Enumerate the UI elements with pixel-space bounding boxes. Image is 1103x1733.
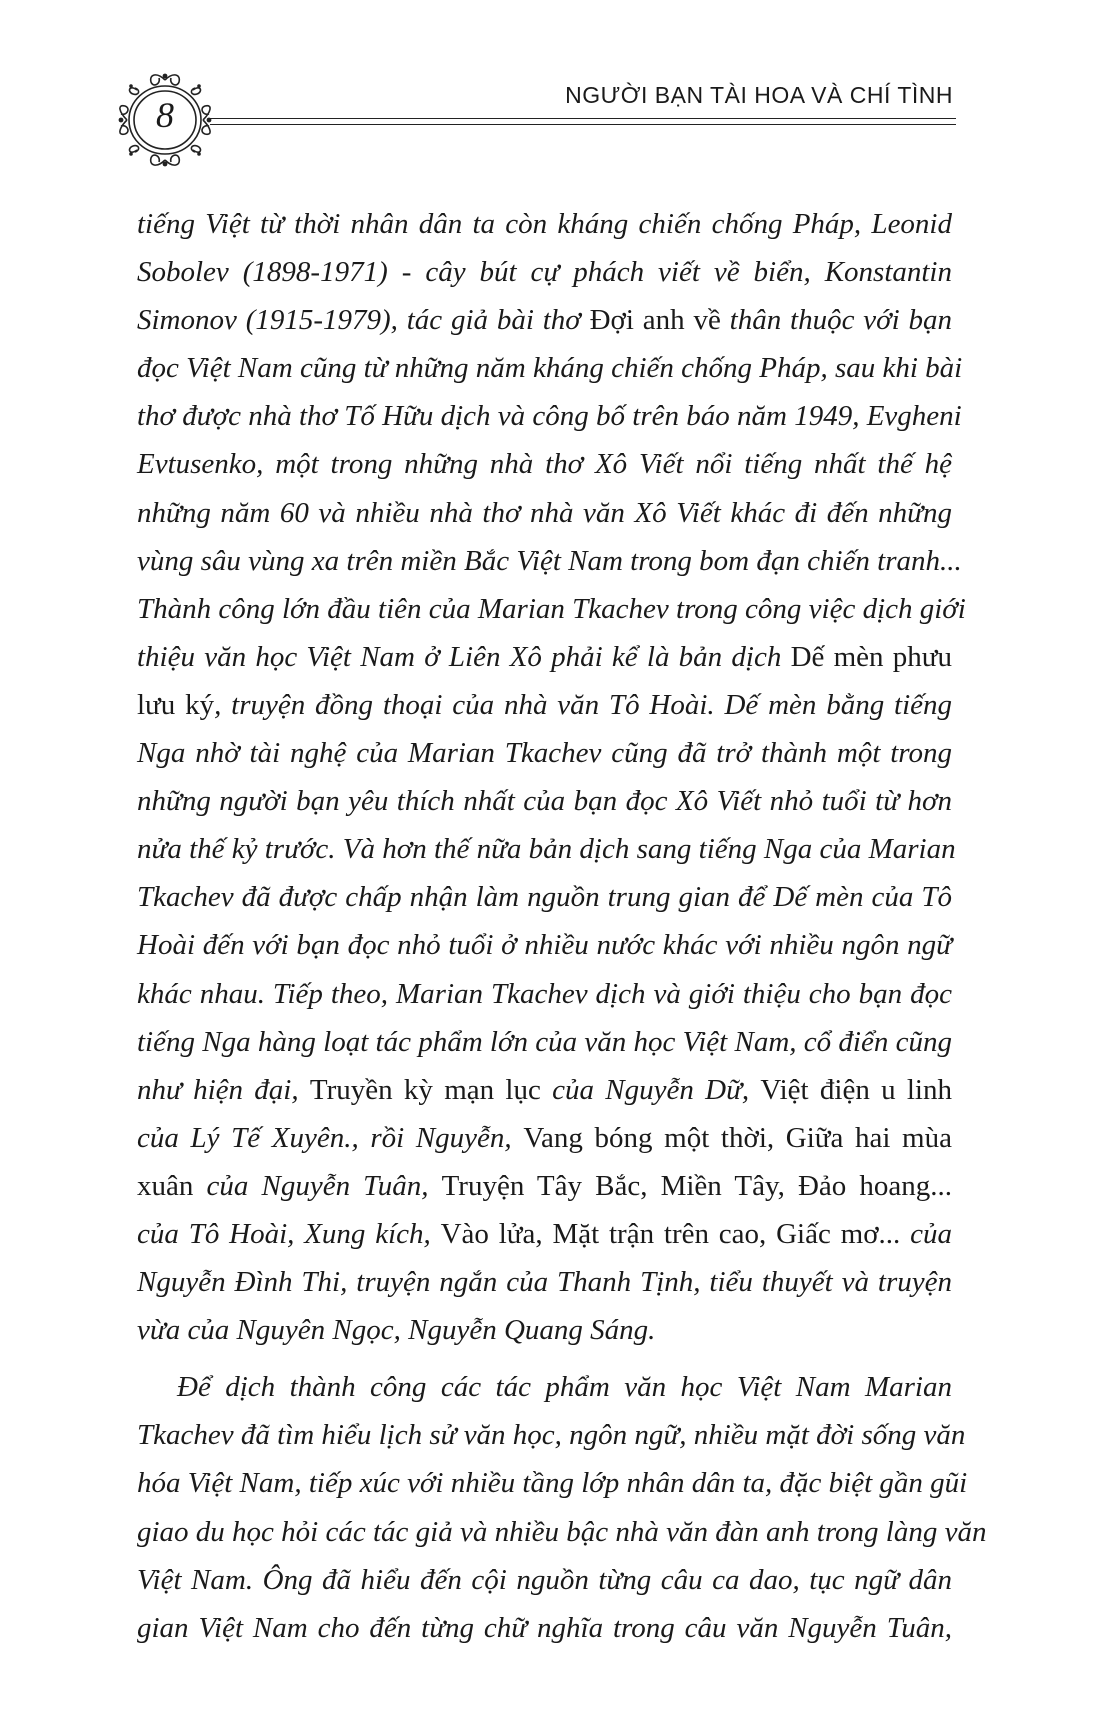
text-line: Nguyễn Đình Thi, truyện ngắn của Thanh Tịnh, tiểu thuyết và truyện	[137, 1266, 952, 1299]
text-span: Simonov (1915-1979), tác giả bài thơ	[137, 304, 590, 337]
book-title: Việt điện u linh	[760, 1073, 952, 1106]
header-rule	[210, 124, 956, 125]
book-title: Đợi anh về	[589, 304, 721, 337]
text-line: Để dịch thành công các tác phẩm văn học Việt Nam Marian	[177, 1371, 952, 1404]
text-line: Việt Nam. Ông đã hiểu đến cội nguồn từng câu ca dao, tục ngữ dân	[137, 1563, 952, 1596]
text-line: Hoài đến với bạn đọc nhỏ tuổi ở nhiều nước khác với nhiều ngôn ngữ	[137, 929, 952, 962]
text-span: của	[900, 1217, 953, 1250]
text-line: tiếng Việt từ thời nhân dân ta còn kháng chiến chống Pháp, Leonid	[137, 208, 952, 240]
text-span: của Tô Hoài, Xung kích,	[137, 1217, 441, 1250]
book-title: Truyện Tây Bắc, Miền Tây, Đảo hoang...	[441, 1169, 952, 1202]
text-line	[137, 1114, 952, 1162]
text-line: Tkachev đã tìm hiểu lịch sử văn học, ngôn ngữ, nhiều mặt đời sống văn	[137, 1419, 966, 1452]
paragraph	[137, 1363, 987, 1652]
text-line: thơ được nhà thơ Tố Hữu dịch và công bố trên báo năm 1949, Evgheni	[137, 400, 962, 433]
text-span: thiệu văn học Việt Nam ở Liên Xô phải kể là bản dịch	[137, 640, 791, 673]
page-number: 8	[156, 95, 174, 135]
text-line: Thành công lớn đầu tiên của Marian Tkachev trong công việc dịch giới	[137, 592, 966, 625]
text-line	[137, 633, 952, 681]
text-line: Tkachev đã được chấp nhận làm nguồn trung gian để Dế mèn của Tô	[137, 881, 952, 914]
text-span: thân thuộc với bạn	[720, 304, 952, 337]
text-span: , truyện đồng thoại của nhà văn Tô Hoài. Dế mèn bằng tiếng	[214, 688, 953, 721]
paragraph	[137, 200, 966, 1354]
text-line	[137, 1210, 952, 1258]
text-line: vùng sâu vùng xa trên miền Bắc Việt Nam trong bom đạn chiến tranh...	[137, 544, 962, 577]
text-line	[137, 296, 952, 344]
book-title: Truyền kỳ mạn lục	[309, 1073, 541, 1106]
text-span: như hiện đại,	[137, 1073, 310, 1106]
text-line: Sobolev (1898-1971) - cây bút cự phách viết về biển, Konstantin	[137, 256, 952, 289]
text-line: đọc Việt Nam cũng từ những năm kháng chiến chống Pháp, sau khi bài	[137, 352, 963, 385]
text-line	[137, 681, 952, 729]
running-title: NGƯỜI BẠN TÀI HOA VÀ CHÍ TÌNH	[565, 82, 953, 108]
text-line: những người bạn yêu thích nhất của bạn đọc Xô Viết nhỏ tuổi từ hơn	[137, 785, 952, 818]
text-line: giao du học hỏi các tác giả và nhiều bậc nhà văn đàn anh trong làng văn	[137, 1515, 987, 1548]
text-line: hóa Việt Nam, tiếp xúc với nhiều tầng lớp nhân dân ta, đặc biệt gần gũi	[137, 1467, 968, 1500]
text-span: của Nguyễn Dữ,	[540, 1073, 761, 1106]
body-text	[137, 200, 987, 1652]
book-title: Vang bóng một thời, Giữa hai mùa	[523, 1121, 952, 1154]
text-line: tiếng Nga hàng loạt tác phẩm lớn của văn học Việt Nam, cổ điển cũng	[137, 1025, 952, 1058]
text-line: nửa thế kỷ trước. Và hơn thế nữa bản dịch sang tiếng Nga của Marian	[137, 833, 956, 866]
text-line: gian Việt Nam cho đến từng chữ nghĩa trong câu văn Nguyễn Tuân,	[137, 1611, 952, 1644]
book-title: xuân	[137, 1169, 194, 1202]
paragraph-gap	[137, 1354, 952, 1363]
text-line	[137, 1162, 952, 1210]
book-title: lưu ký	[137, 688, 215, 721]
text-line: Nga nhờ tài nghệ của Marian Tkachev cũng đã trở thành một trong	[137, 737, 952, 770]
header-rule	[210, 118, 956, 119]
text-line: Evtusenko, một trong những nhà thơ Xô Viết nổi tiếng nhất thế hệ	[137, 448, 952, 481]
text-span: của Nguyễn Tuân,	[193, 1169, 442, 1202]
book-title: Vào lửa, Mặt trận trên cao, Giấc mơ...	[440, 1217, 901, 1250]
book-title: Dế mèn phưu	[790, 640, 952, 673]
text-line: vừa của Nguyên Ngọc, Nguyễn Quang Sáng.	[137, 1314, 656, 1347]
text-line: những năm 60 và nhiều nhà thơ nhà văn Xô Viết khác đi đến những	[137, 496, 952, 529]
page-header	[0, 0, 1103, 180]
text-line	[137, 1066, 952, 1114]
text-span: của Lý Tế Xuyên., rồi Nguyễn,	[137, 1121, 524, 1154]
text-line: khác nhau. Tiếp theo, Marian Tkachev dịch và giới thiệu cho bạn đọc	[137, 977, 952, 1010]
